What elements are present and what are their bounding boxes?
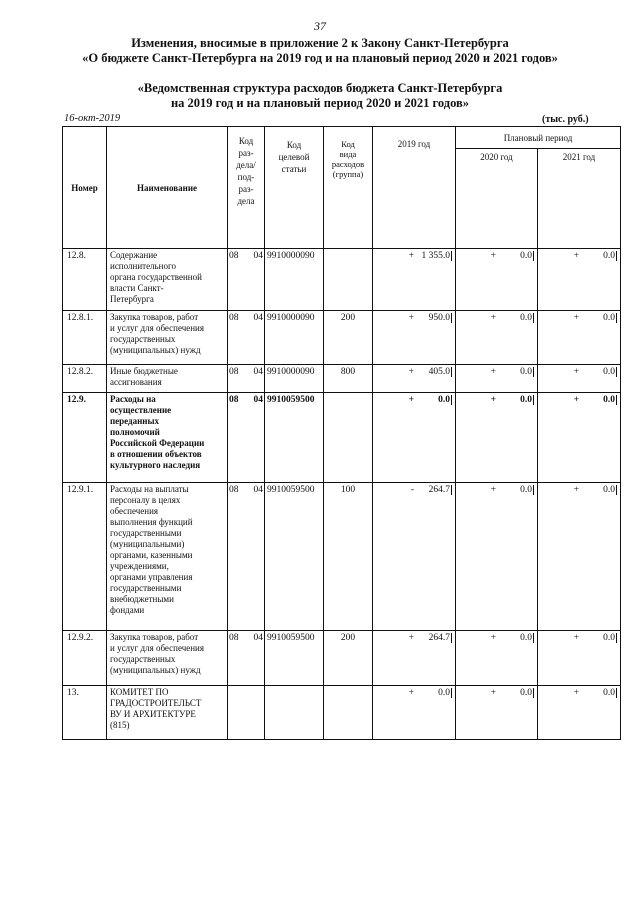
razdel-code: 08 xyxy=(229,485,239,495)
row-name-line: Закупка товаров, работ xyxy=(110,312,199,322)
amount-19 xyxy=(373,311,456,365)
row-name xyxy=(107,311,228,365)
row-expense-type: 200 xyxy=(324,311,373,365)
amount-20 xyxy=(456,631,538,686)
razdel-code: 08 xyxy=(229,395,239,405)
row-razdel xyxy=(228,365,265,393)
amount-sign: + xyxy=(408,688,414,698)
row-name-line: осуществление xyxy=(110,405,172,415)
amount-21 xyxy=(538,311,621,365)
row-name-line: государственными xyxy=(110,583,182,593)
header-razdel-line: раз- xyxy=(238,148,254,158)
row-name-line: Расходы на xyxy=(110,394,156,404)
row-target-code: 9910059500 xyxy=(265,631,324,686)
page-number: 37 xyxy=(314,19,326,33)
amount-21 xyxy=(538,483,621,631)
row-name-line: Расходы на выплаты xyxy=(110,484,189,494)
amount-value: 0.0 xyxy=(579,485,617,495)
header-razdel-line: под- xyxy=(237,172,255,182)
amount-sign: + xyxy=(490,395,496,405)
header-2021: 2021 год xyxy=(538,149,621,249)
amount-19 xyxy=(373,686,456,740)
row-name-line: ГРАДОСТРОИТЕЛЬСТ xyxy=(110,698,202,708)
amount-value: 0.0 xyxy=(414,395,452,405)
row-razdel xyxy=(228,311,265,365)
row-target-code xyxy=(265,686,324,740)
header-expense-type-line: расходов xyxy=(331,159,365,169)
amount-19 xyxy=(373,631,456,686)
budget-table xyxy=(62,126,621,740)
podrazdel-code: 04 xyxy=(253,251,263,261)
row-name-line: Иные бюджетные xyxy=(110,366,178,376)
row-razdel xyxy=(228,249,265,311)
row-name-line: (муниципальных) нужд xyxy=(110,665,201,675)
header-razdel-line: Код xyxy=(238,136,254,146)
row-name-line: государственных xyxy=(110,654,176,664)
row-name-line: Петербурга xyxy=(110,294,154,304)
amount-value: 405.0 xyxy=(414,367,452,377)
row-name-line: в отношении объектов xyxy=(110,449,202,459)
row-razdel xyxy=(228,631,265,686)
row-name-line: переданных xyxy=(110,416,160,426)
amount-21 xyxy=(538,686,621,740)
amount-21 xyxy=(538,249,621,311)
row-name-line: обеспечения xyxy=(110,506,159,516)
amount-sign: + xyxy=(490,313,496,323)
header-expense-type xyxy=(324,127,373,249)
row-name xyxy=(107,365,228,393)
amount-value: 0.0 xyxy=(496,251,534,261)
amount-value: 0.0 xyxy=(579,395,617,405)
amount-sign: - xyxy=(410,485,414,495)
row-number: 12.8.2. xyxy=(63,365,107,393)
row-name-line: ВУ И АРХИТЕКТУРЕ xyxy=(110,709,196,719)
amount-sign: + xyxy=(408,251,414,261)
amount-value: 0.0 xyxy=(496,633,534,643)
row-name-line: государственными xyxy=(110,528,182,538)
header-target-code-line: Код xyxy=(286,140,302,150)
amount-value: 950.0 xyxy=(414,313,452,323)
row-name-line: и услуг для обеспечения xyxy=(110,323,205,333)
row-name-line: органами управления xyxy=(110,572,193,582)
amount-value: 0.0 xyxy=(579,688,617,698)
row-number: 12.9.1. xyxy=(63,483,107,631)
row-target-code: 9910000090 xyxy=(265,311,324,365)
row-name-line: КОМИТЕТ ПО xyxy=(110,687,169,697)
row-name-line: Содержание xyxy=(110,250,158,260)
header-target-code-line: целевой xyxy=(278,152,310,162)
razdel-code: 08 xyxy=(229,367,239,377)
row-razdel xyxy=(228,686,265,740)
razdel-code: 08 xyxy=(229,251,239,261)
row-name-line: (муниципальными) xyxy=(110,539,185,549)
row-name-line: культурного наследия xyxy=(110,460,201,470)
row-name xyxy=(107,631,228,686)
row-razdel xyxy=(228,483,265,631)
header-expense-type-line: (группа) xyxy=(332,169,364,179)
row-number: 13. xyxy=(63,686,107,740)
amount-sign: + xyxy=(573,367,579,377)
row-number: 12.8. xyxy=(63,249,107,311)
document-title xyxy=(0,36,640,66)
header-2020: 2020 год xyxy=(456,149,538,249)
row-expense-type xyxy=(324,686,373,740)
row-target-code: 9910000090 xyxy=(265,249,324,311)
row-name-line: органа государственной xyxy=(110,272,202,282)
row-expense-type: 100 xyxy=(324,483,373,631)
amount-sign: + xyxy=(573,688,579,698)
row-name xyxy=(107,249,228,311)
amount-value: 0.0 xyxy=(414,688,452,698)
row-expense-type xyxy=(324,393,373,483)
amount-19 xyxy=(373,393,456,483)
row-name-line: органами, казенными xyxy=(110,550,193,560)
amount-21 xyxy=(538,393,621,483)
amount-sign: + xyxy=(573,251,579,261)
amount-sign: + xyxy=(573,395,579,405)
amount-sign: + xyxy=(408,633,414,643)
row-target-code: 9910059500 xyxy=(265,393,324,483)
amount-value: 0.0 xyxy=(496,395,534,405)
row-name xyxy=(107,393,228,483)
amount-sign: + xyxy=(573,485,579,495)
amount-value: 0.0 xyxy=(579,633,617,643)
row-expense-type xyxy=(324,249,373,311)
row-name-line: и услуг для обеспечения xyxy=(110,643,205,653)
amount-sign: + xyxy=(490,633,496,643)
row-name-line: государственных xyxy=(110,334,176,344)
amount-19 xyxy=(373,483,456,631)
amount-value: 0.0 xyxy=(496,485,534,495)
amount-value: 1 355.0 xyxy=(414,251,452,261)
header-2019: 2019 год xyxy=(373,127,456,249)
header-razdel-line: дела xyxy=(237,196,255,206)
row-name-line: исполнительного xyxy=(110,261,176,271)
amount-sign: + xyxy=(408,395,414,405)
table-row xyxy=(63,393,621,483)
row-name-line: (815) xyxy=(110,720,130,730)
row-name-line: (муниципальных) нужд xyxy=(110,345,201,355)
razdel-code: 08 xyxy=(229,633,239,643)
row-name-line: власти Санкт- xyxy=(110,283,164,293)
amount-sign: + xyxy=(490,485,496,495)
amount-20 xyxy=(456,686,538,740)
row-name-line: внебюджетными xyxy=(110,594,174,604)
header-target-code xyxy=(265,127,324,249)
table-row xyxy=(63,686,621,740)
row-number: 12.9.2. xyxy=(63,631,107,686)
amount-sign: + xyxy=(573,313,579,323)
table-row xyxy=(63,483,621,631)
podrazdel-code: 04 xyxy=(253,633,263,643)
amount-value: 0.0 xyxy=(579,367,617,377)
header-plan-period: Плановый период xyxy=(456,127,621,149)
amount-sign: + xyxy=(408,313,414,323)
podrazdel-code: 04 xyxy=(253,313,263,323)
amount-sign: + xyxy=(573,633,579,643)
podrazdel-code: 04 xyxy=(253,485,263,495)
table-title-line-1: «Ведомственная структура расходов бюджета Санкт-Петербурга xyxy=(137,81,503,95)
row-expense-type: 800 xyxy=(324,365,373,393)
amount-20 xyxy=(456,311,538,365)
row-razdel xyxy=(228,393,265,483)
header-name: Наименование xyxy=(107,127,228,249)
header-razdel-line: дела/ xyxy=(236,160,256,170)
header-number: Номер xyxy=(63,127,107,249)
amount-sign: + xyxy=(490,367,496,377)
table-title-line-2: на 2019 год и на плановый период 2020 и 2021 годов» xyxy=(170,96,470,110)
table-row xyxy=(63,249,621,311)
row-name xyxy=(107,686,228,740)
row-name-line: персоналу в целях xyxy=(110,495,181,505)
amount-20 xyxy=(456,483,538,631)
amount-19 xyxy=(373,365,456,393)
header-expense-type-line: Код xyxy=(341,139,355,149)
row-number: 12.8.1. xyxy=(63,311,107,365)
amount-20 xyxy=(456,393,538,483)
amount-21 xyxy=(538,365,621,393)
row-name-line: Закупка товаров, работ xyxy=(110,632,199,642)
row-number: 12.9. xyxy=(63,393,107,483)
amount-value: 0.0 xyxy=(579,313,617,323)
unit-label: (тыс. руб.) xyxy=(542,114,589,125)
row-expense-type: 200 xyxy=(324,631,373,686)
header-expense-type-line: вида xyxy=(339,149,357,159)
podrazdel-code: 04 xyxy=(253,367,263,377)
header-razdel-line: раз- xyxy=(238,184,254,194)
row-name-line: ассигнования xyxy=(110,377,162,387)
amount-value: 0.0 xyxy=(579,251,617,261)
amount-sign: + xyxy=(490,688,496,698)
table-row xyxy=(63,311,621,365)
podrazdel-code: 04 xyxy=(253,395,263,405)
row-name-line: полномочий xyxy=(110,427,160,437)
amount-value: 264.7 xyxy=(414,633,452,643)
amount-19 xyxy=(373,249,456,311)
row-target-code: 9910000090 xyxy=(265,365,324,393)
table-row xyxy=(63,631,621,686)
table-row xyxy=(63,365,621,393)
header-razdel xyxy=(228,127,265,249)
row-name-line: выполнения функций xyxy=(110,517,193,527)
amount-value: 0.0 xyxy=(496,313,534,323)
row-name xyxy=(107,483,228,631)
amount-value: 264.7 xyxy=(414,485,452,495)
amount-21 xyxy=(538,631,621,686)
table-title xyxy=(0,81,640,111)
title-line-1: Изменения, вносимые в приложение 2 к Закону Санкт-Петербурга xyxy=(131,36,509,50)
amount-20 xyxy=(456,365,538,393)
row-name-line: Российской Федерации xyxy=(110,438,205,448)
row-name-line: фондами xyxy=(110,605,145,615)
amount-value: 0.0 xyxy=(496,367,534,377)
amount-sign: + xyxy=(490,251,496,261)
amount-value: 0.0 xyxy=(496,688,534,698)
row-name-line: учреждениями, xyxy=(110,561,169,571)
document-date: 16-окт-2019 xyxy=(64,113,121,124)
title-line-2: «О бюджете Санкт-Петербурга на 2019 год и на плановый период 2020 и 2021 годов» xyxy=(82,51,558,65)
razdel-code: 08 xyxy=(229,313,239,323)
row-target-code: 9910059500 xyxy=(265,483,324,631)
amount-20 xyxy=(456,249,538,311)
header-target-code-line: статьи xyxy=(281,164,307,174)
amount-sign: + xyxy=(408,367,414,377)
